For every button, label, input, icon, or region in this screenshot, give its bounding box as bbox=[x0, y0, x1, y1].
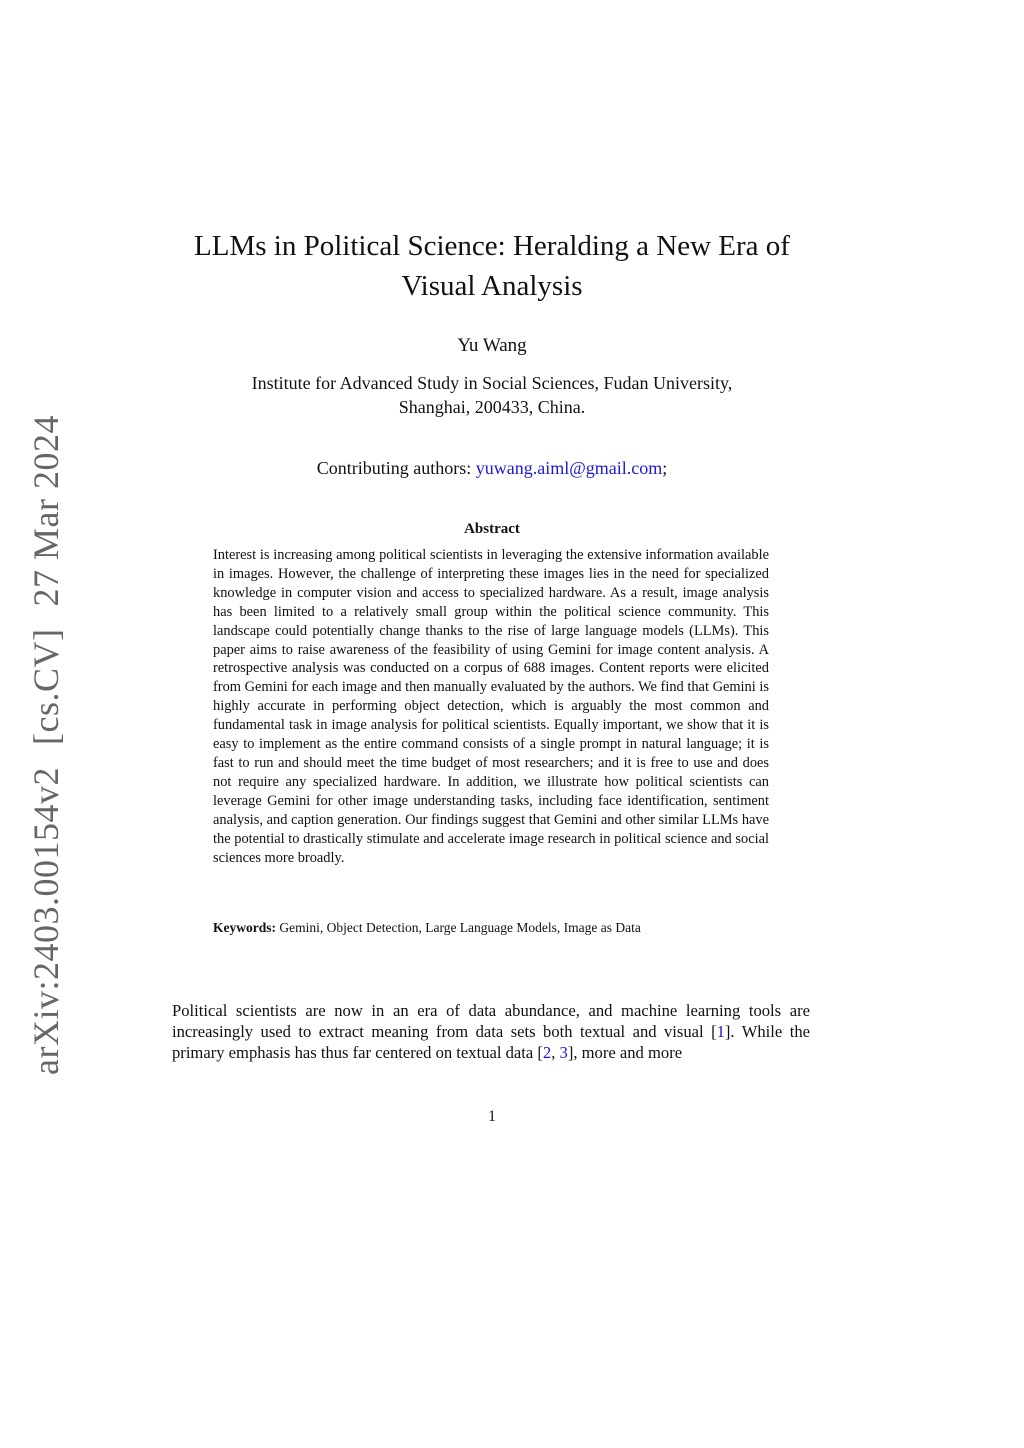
author-name: Yu Wang bbox=[457, 335, 527, 356]
citation-link-1[interactable]: 1 bbox=[716, 1022, 725, 1041]
affiliation-line-2: Shanghai, 200433, China. bbox=[398, 397, 586, 417]
contact-label: Contributing authors: bbox=[316, 458, 476, 478]
citation-separator: , bbox=[551, 1043, 560, 1062]
abstract-heading: Abstract bbox=[464, 521, 520, 537]
intro-text-2: ]. While the primary emphasis has thus far centered on textual data [ bbox=[172, 1022, 810, 1062]
contact-suffix: ; bbox=[662, 458, 668, 478]
intro-text-1: Political scientists are now in an era of data abundance, and machine learning tools are increasingly used to extract meaning from data sets both textual and visual [ bbox=[172, 1001, 810, 1041]
page-number: 1 bbox=[488, 1108, 496, 1125]
arxiv-date: 27 Mar 2024 bbox=[26, 415, 66, 607]
arxiv-identifier-stamp bbox=[25, 415, 67, 1075]
contact-email-link[interactable]: yuwang.aiml@gmail.com bbox=[475, 458, 663, 478]
arxiv-category: [cs.CV] bbox=[26, 628, 66, 745]
citation-link-3[interactable]: 3 bbox=[559, 1043, 568, 1062]
arxiv-id: arXiv:2403.00154v2 bbox=[26, 767, 66, 1075]
affiliation-line-1: Institute for Advanced Study in Social Sciences, Fudan University, bbox=[251, 373, 733, 393]
paper-title bbox=[160, 226, 824, 306]
author-affiliation bbox=[200, 371, 784, 419]
keywords-label: Keywords: bbox=[213, 920, 276, 935]
contact-line bbox=[0, 458, 984, 479]
keywords-line bbox=[213, 920, 773, 936]
title-line-1: LLMs in Political Science: Heralding a New Era of bbox=[194, 230, 790, 262]
abstract-text: Interest is increasing among political scientists in leveraging the extensive information available in images. However, the challenge of interpreting these images lies in the need for specialized knowledge in computer vision and access to specialized hardware. As a result, image analysis has been limited to a relatively small group within the political science community. This landscape could potentially change thanks to the rise of large language models (LLMs). This paper aims to raise awareness of the feasibility of using Gemini for image content analysis. A retrospective analysis was conducted on a corpus of 688 images. Content reports were elicited from Gemini for each image and then manually evaluated by the authors. We find that Gemini is highly accurate in performing object detection, which is arguably the most common and fundamental task in image analysis for political scientists. Equally important, we show that it is easy to implement as the entire command consists of a single prompt in natural language; it is fast to run and should meet the time budget of most researchers; and it is free to use and does not require any specialized hardware. In addition, we illustrate how political scientists can leverage Gemini for other image understanding tasks, including face identification, sentiment analysis, and caption generation. Our findings suggest that Gemini and other similar LLMs have the potential to drastically stimulate and accelerate image research in political science and social sciences more broadly. bbox=[213, 547, 769, 866]
title-line-2: Visual Analysis bbox=[401, 270, 583, 302]
citation-link-2[interactable]: 2 bbox=[542, 1043, 552, 1062]
intro-text-3: ], more and more bbox=[567, 1043, 683, 1062]
keywords-list: Gemini, Object Detection, Large Language Models, Image as Data bbox=[276, 920, 641, 935]
intro-paragraph bbox=[172, 1000, 810, 1063]
